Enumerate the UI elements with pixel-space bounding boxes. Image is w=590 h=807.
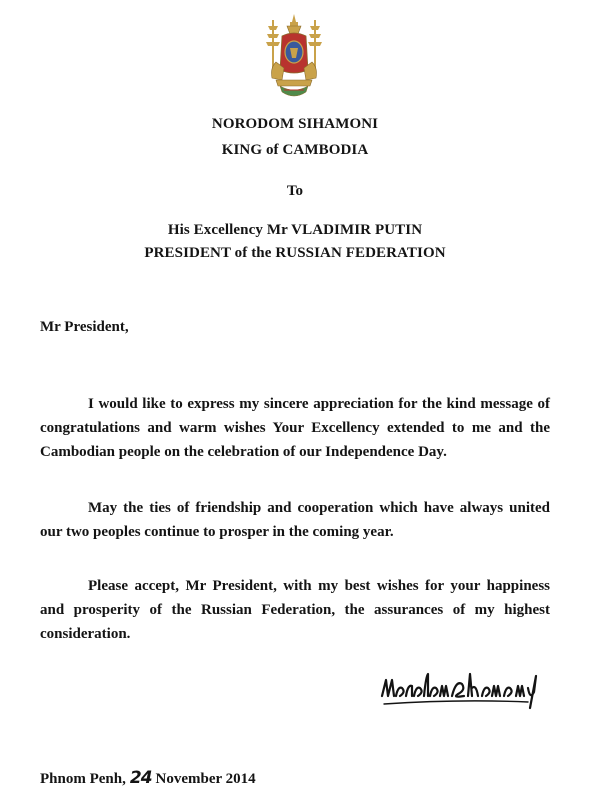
addressee-label: To	[286, 183, 304, 199]
sender-title: KING of CAMBODIA	[221, 142, 369, 158]
body-paragraph-2: May the ties of friendship and cooperation which have always united our two peoples continue to prosper in the coming year.	[40, 500, 550, 540]
sender-name: NORODOM SIHAMONI	[211, 116, 379, 132]
recipient-name: His Excellency Mr VLADIMIR PUTIN	[167, 222, 423, 238]
month-year: November 2014	[155, 771, 256, 787]
place: Phnom Penh,	[40, 771, 126, 787]
royal-coat-of-arms-icon	[262, 12, 326, 102]
body-paragraph-3: Please accept, Mr President, with my best wishes for your happiness and prosperity of the Russian Federation, the assurances of my highest consideration.	[40, 578, 550, 642]
place-and-date	[40, 769, 256, 788]
handwritten-signature-icon	[378, 666, 544, 710]
salutation: Mr President,	[40, 319, 129, 335]
body-paragraph-1: I would like to express my sincere appreciation for the kind message of congratulations and warm wishes Your Excellency extended to me and the Cambodian people on the celebration of our Independence Day.	[40, 396, 550, 460]
handwritten-day: 24	[129, 768, 152, 788]
recipient-title: PRESIDENT of the RUSSIAN FEDERATION	[144, 245, 446, 261]
